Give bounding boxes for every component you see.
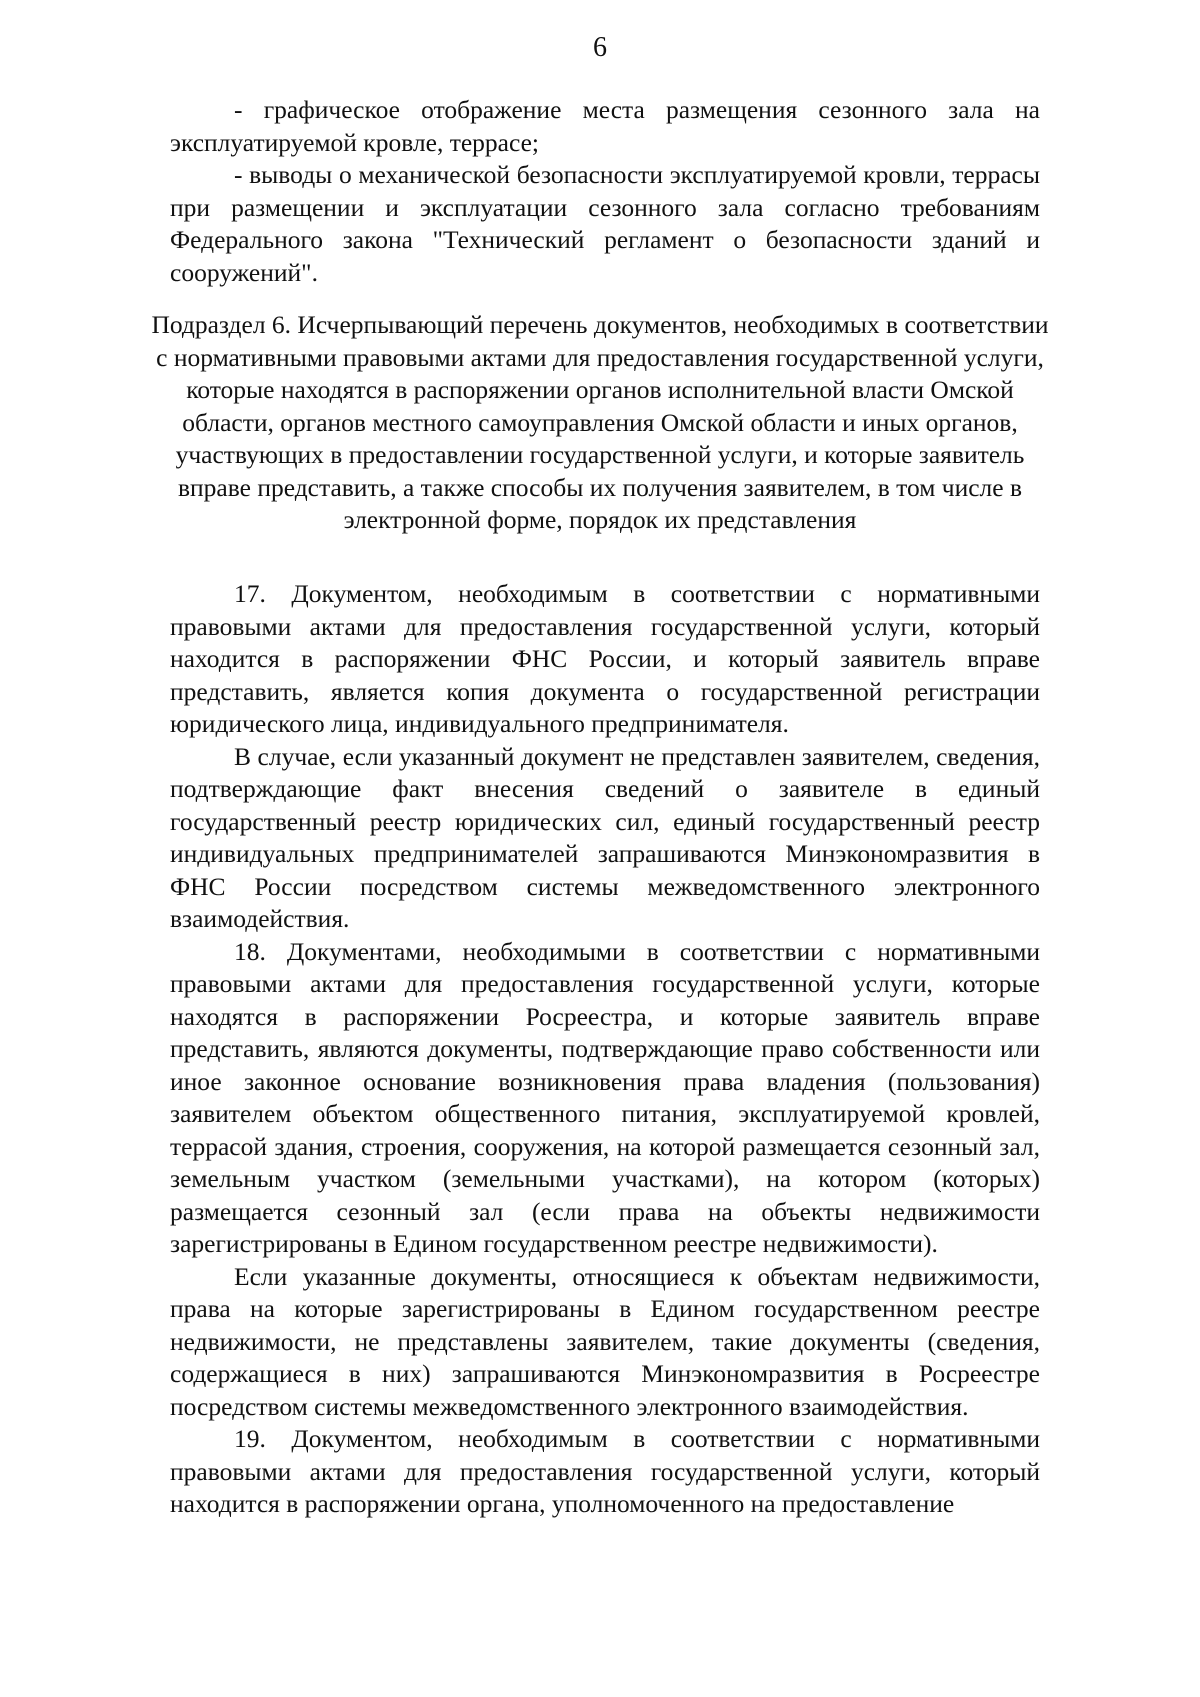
paragraph-graphic-display: - графическое отображение места размещения сезонного зала на эксплуатируемой кровле, террасе; bbox=[170, 95, 1040, 157]
paragraph-safety-conclusions: - выводы о механической безопасности эксплуатируемой кровли, террасы при размещении и эксплуатации сезонного зала согласно требованиям Федерального закона "Технический регламент о безопасности зданий и сооружений". bbox=[170, 160, 1040, 287]
page-number: 6 bbox=[593, 32, 607, 63]
paragraph-17: 17. Документом, необходимым в соответствии с нормативными правовыми актами для предоставления государственной услуги, который находится в распоряжении ФНС России, и который заявитель вправе представить, является копия документа о государственной регистрации юридического лица, индивидуального предпринимателя. bbox=[170, 579, 1040, 738]
top-text-block bbox=[170, 94, 1040, 289]
subsection-heading-block bbox=[150, 309, 1050, 537]
paragraph-19: 19. Документом, необходимым в соответствии с нормативными правовыми актами для предоставления государственной услуги, который находится в распоряжении органа, уполномоченного на предоставление bbox=[170, 1424, 1040, 1518]
main-text-block bbox=[170, 578, 1040, 1521]
subsection-heading: Подраздел 6. Исчерпывающий перечень документов, необходимых в соответствии с нормативными правовыми актами для предоставления государственной услуги, которые находятся в распоряжении органов исполнительной власти Омской области, органов местного самоуправления Омской области и иных органов, участвующих в предоставлении государственной услуги, и которые заявитель вправе представить, а также способы их получения заявителем, в том числе в электронной форме, порядок их представления bbox=[151, 310, 1049, 534]
paragraph-18: 18. Документами, необходимыми в соответствии с нормативными правовыми актами для предоставления государственной услуги, которые находятся в распоряжении Росреестра, и которые заявитель вправе представить, являются документы, подтверждающие право собственности или иное законное основание возникновения права владения (пользования) заявителем объектом общественного питания, эксплуатируемой кровлей, террасой здания, строения, сооружения, на которой размещается сезонный зал, земельным участком (земельными участками), на котором (которых) размещается сезонный зал (если права на объекты недвижимости зарегистрированы в Едином государственном реестре недвижимости). bbox=[170, 936, 1040, 1258]
paragraph-18-continuation: Если указанные документы, относящиеся к объектам недвижимости, права на которые зарегистрированы в Едином государственном реестре недвижимости, не представлены заявителем, такие документы (сведения, содержащиеся в них) запрашиваются Минэкономразвития в Росреестре посредством системы межведомственного электронного взаимодействия. bbox=[170, 1261, 1040, 1421]
paragraph-17-continuation: В случае, если указанный документ не представлен заявителем, сведения, подтверждающие факт внесения сведений о заявителе в единый государственный реестр юридических сил, единый государственный реестр индивидуальных предпринимателей запрашиваются Минэкономразвития в ФНС России посредством системы межведомственного электронного взаимодействия. bbox=[170, 741, 1040, 933]
